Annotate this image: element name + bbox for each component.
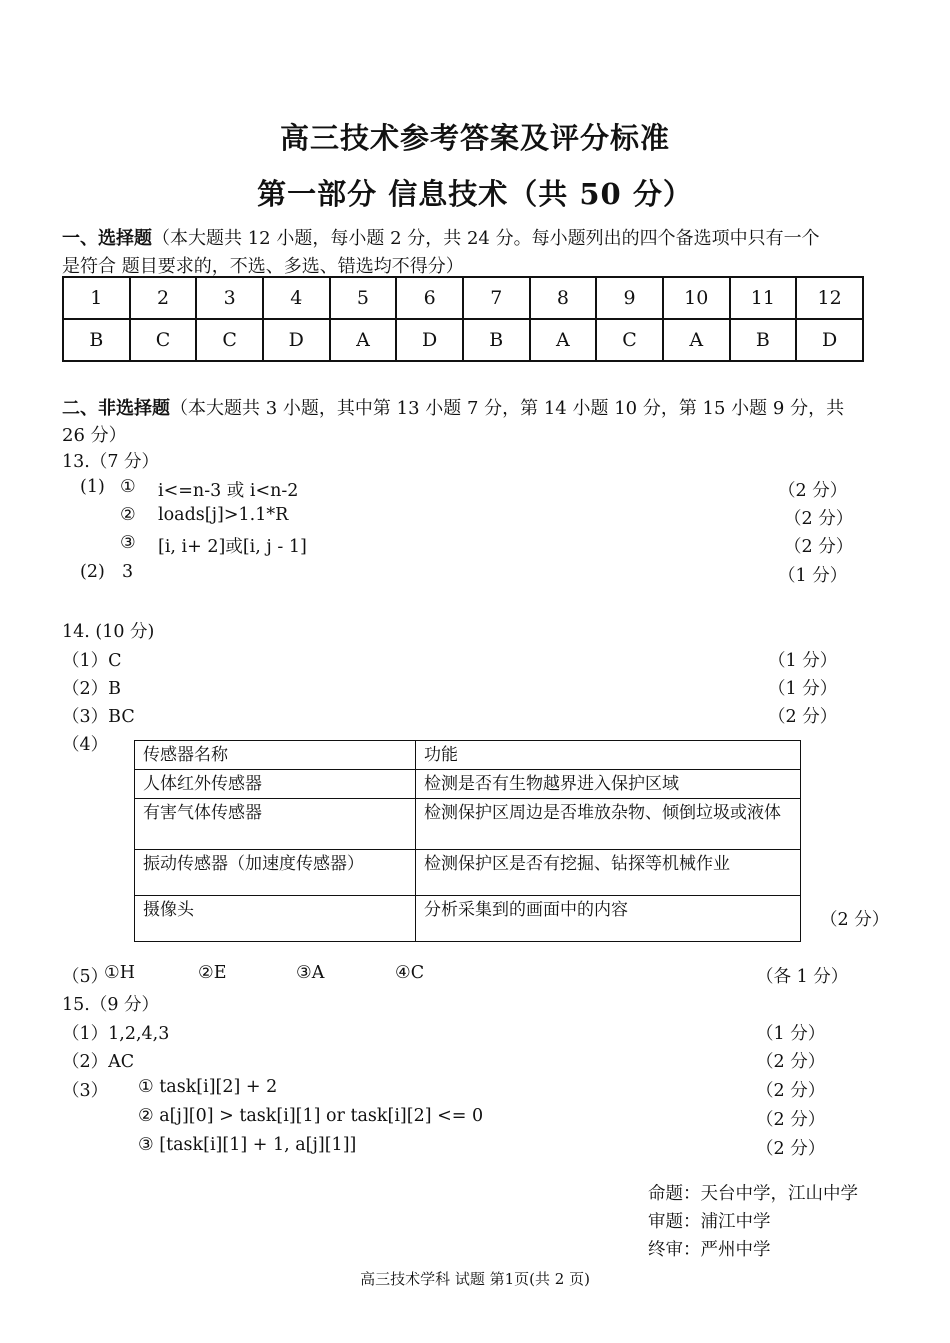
q14-part1-points: （1 分） (768, 651, 838, 671)
answer-cell: D (396, 319, 463, 361)
q13-b1: 3 (122, 562, 134, 582)
q13-a1-mark: ① (120, 477, 136, 497)
q15-a2: ② a[j][0] > task[i][1] or task[i][2] <= 0 (138, 1106, 484, 1126)
q14-part5-answer-1: ①H (104, 963, 135, 983)
answer-cell: C (130, 319, 197, 361)
q13-a1-points: （2 分） (778, 481, 848, 501)
q13-part1-label: (1) (80, 477, 105, 497)
q14-part2: （2）B (62, 679, 121, 699)
q15-a2-points: （2 分） (756, 1110, 826, 1130)
credit-author: 命题：天台中学，江山中学 (648, 1184, 858, 1204)
sensor-function: 检测保护区周边是否堆放杂物、倾倒垃圾或液体 (416, 799, 801, 850)
q14-part5-answer-2: ②E (198, 963, 227, 983)
q14-part5-answer-4: ④C (395, 963, 425, 983)
q15-part1-points: （1 分） (756, 1024, 826, 1044)
answer-cell: B (730, 319, 797, 361)
page-title: 高三技术参考答案及评分标准 (279, 121, 670, 155)
question-number: 8 (530, 277, 597, 319)
sensor-header-function: 功能 (416, 741, 801, 770)
sensor-name: 振动传感器（加速度传感器） (135, 850, 416, 896)
q15-label: 15.（9 分） (62, 995, 160, 1015)
q13-a3-points: （2 分） (784, 537, 854, 557)
answer-cell: B (463, 319, 530, 361)
q14-part4-label: （4） (62, 735, 109, 755)
answer-cell: A (663, 319, 730, 361)
section1-desc-line2: 是符合 题目要求的，不选、多选、错选均不得分） (62, 256, 464, 277)
q14-part3: （3）BC (62, 707, 135, 727)
answer-cell: C (596, 319, 663, 361)
sensor-function: 分析采集到的画面中的内容 (416, 896, 801, 942)
q15-a1-points: （2 分） (756, 1081, 826, 1101)
section2-heading: 二、非选择题 (62, 398, 170, 419)
question-number: 7 (463, 277, 530, 319)
sensor-header-name: 传感器名称 (135, 741, 416, 770)
table-row (135, 896, 801, 942)
sensor-table (134, 740, 801, 942)
q14-part2-points: （1 分） (768, 679, 838, 699)
q13-a2: loads[j]>1.1*R (158, 505, 289, 525)
question-number: 9 (596, 277, 663, 319)
table-row (135, 799, 801, 850)
answer-cell: A (530, 319, 597, 361)
q15-part3-label: （3） (62, 1081, 109, 1101)
answer-row (63, 319, 863, 361)
q15-part2: （2）AC (62, 1052, 135, 1072)
q15-a1: ① task[i][2] + 2 (138, 1077, 278, 1097)
question-number-row (63, 277, 863, 319)
section1-desc-line1: （本大题共 12 小题，每小题 2 分，共 24 分。每小题列出的四个备选项中只有一个 (152, 228, 820, 249)
credit-final: 终审：严州中学 (648, 1240, 771, 1260)
q14-part5-answer-3: ③A (296, 963, 325, 983)
q13-part2-label: (2) (80, 562, 105, 582)
question-number: 10 (663, 277, 730, 319)
q13-a2-points: （2 分） (784, 509, 854, 529)
q13-b1-points: （1 分） (778, 566, 848, 586)
section2-intro (62, 394, 844, 420)
answer-cell: D (796, 319, 863, 361)
q13-a1: i<=n-3 或 i<n-2 (158, 481, 299, 501)
section2-desc-line1: （本大题共 3 小题，其中第 13 小题 7 分，第 14 小题 10 分，第 15 小题 9 分，共 (170, 398, 845, 419)
table-row (135, 850, 801, 896)
q13-a2-mark: ② (120, 505, 136, 525)
section1-intro (62, 224, 820, 250)
question-number: 12 (796, 277, 863, 319)
q15-part2-points: （2 分） (756, 1052, 826, 1072)
page-subtitle: 第一部分 信息技术（共 50 分） (257, 177, 693, 211)
q13-label: 13.（7 分） (62, 452, 160, 472)
q14-part3-points: （2 分） (768, 707, 838, 727)
question-number: 3 (196, 277, 263, 319)
q14-part1: （1）C (62, 651, 122, 671)
q15-part1: （1）1,2,4,3 (62, 1024, 170, 1044)
q13-a3-mark: ③ (120, 533, 136, 553)
choice-answer-table (62, 276, 864, 362)
answer-cell: C (196, 319, 263, 361)
credit-reviewer: 审题：浦江中学 (648, 1212, 771, 1232)
question-number: 5 (330, 277, 397, 319)
sensor-name: 人体红外传感器 (135, 770, 416, 799)
q14-part5-label: （5） (62, 967, 109, 987)
question-number: 1 (63, 277, 130, 319)
sensor-function: 检测保护区是否有挖掘、钻探等机械作业 (416, 850, 801, 896)
table-row (135, 770, 801, 799)
answer-cell: A (330, 319, 397, 361)
q15-a3: ③ [task[i][1] + 1, a[j][1]] (138, 1135, 357, 1155)
section2-desc-line2: 26 分） (62, 425, 127, 446)
section1-heading: 一、选择题 (62, 228, 152, 249)
question-number: 2 (130, 277, 197, 319)
page-footer: 高三技术学科 试题 第1页(共 2 页) (360, 1270, 590, 1288)
q14-label: 14. (10 分) (62, 622, 155, 642)
q15-a3-points: （2 分） (756, 1139, 826, 1159)
q14-part5-points: （各 1 分） (756, 967, 849, 987)
answer-cell: D (263, 319, 330, 361)
sensor-name: 有害气体传感器 (135, 799, 416, 850)
question-number: 6 (396, 277, 463, 319)
sensor-name: 摄像头 (135, 896, 416, 942)
q13-a3: [i, i+ 2]或[i, j - 1] (158, 537, 307, 557)
question-number: 11 (730, 277, 797, 319)
q14-part4-points: （2 分） (820, 910, 890, 930)
sensor-function: 检测是否有生物越界进入保护区域 (416, 770, 801, 799)
answer-cell: B (63, 319, 130, 361)
sensor-table-header (135, 741, 801, 770)
question-number: 4 (263, 277, 330, 319)
